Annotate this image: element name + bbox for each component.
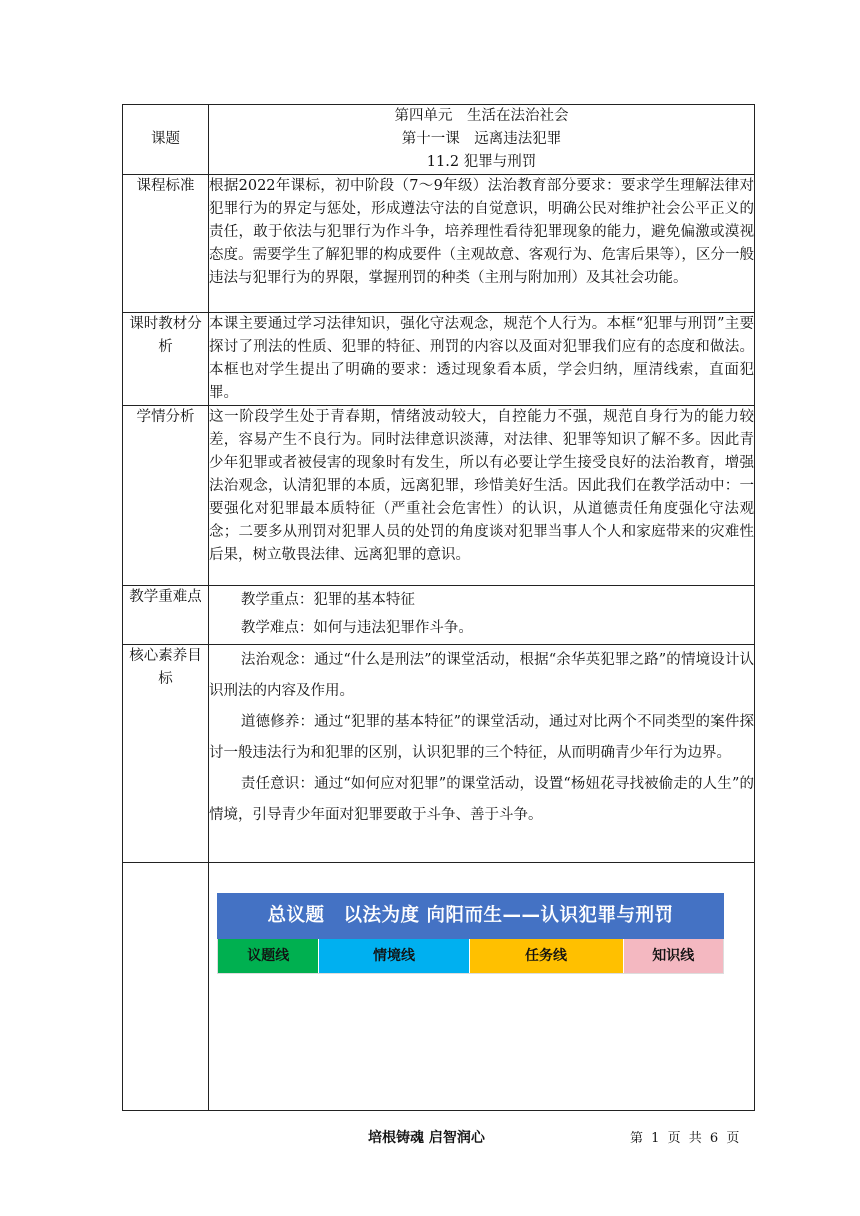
page-current: 1 (651, 1131, 660, 1146)
banner-lines (217, 939, 724, 974)
topic-cell (209, 105, 755, 175)
segment-task-line: 任务线 (470, 939, 624, 973)
core-label: 核心素养目标 (123, 645, 209, 863)
topic-unit: 第四单元 生活在法治社会 (394, 108, 569, 124)
segment-topic-line: 议题线 (218, 939, 319, 973)
page-word: 页 (667, 1131, 681, 1146)
standard-text: 根据2022年课标，初中阶段（7～9年级）法治教育部分要求：要求学生理解法律对犯罪行为的界定与惩处，形成遵法守法的自觉意识，明确公民对维护社会公平正义的责任，敢于依法与犯罪行为作斗争，培养理性看待犯罪现象的能力，避免偏激或漠视态度。需要学生了解犯罪的构成要件（主观故意、客观行为、危害后果等），区分一般违法与犯罪行为的界限，掌握刑罚的种类（主刑与附加刑）及其社会功能。 (209, 175, 755, 313)
row-material (123, 313, 755, 406)
page-total: 6 (709, 1131, 719, 1146)
core-law: 法治观念：通过“什么是刑法”的课堂活动，根据“余华英犯罪之路”的情境设计认识刑法的内容及作用。 (209, 652, 754, 699)
key-label: 教学重难点 (123, 586, 209, 645)
material-text: 本课主要通过学习法律知识，强化守法观念，规范个人行为。本框“犯罪与刑罚”主要探讨了刑法的性质、犯罪的特征、刑罚的内容以及面对犯罪我们应有的态度和做法。本框也对学生提出了明确的要求：透过现象看本质，学会归纳，厘清线索，直面犯罪。 (209, 313, 755, 406)
lesson-plan-table (122, 104, 755, 1111)
learner-label: 学情分析 (123, 406, 209, 586)
design-label-empty (123, 863, 209, 1111)
core-moral: 道德修养：通过“犯罪的基本特征”的课堂活动，通过对比两个不同类型的案件探讨一般违法行为和犯罪的区别，认识犯罪的三个特征，从而明确青少年行为边界。 (209, 714, 754, 761)
core-cell (209, 645, 755, 863)
key-cell (209, 586, 755, 645)
topic-lesson: 第十一课 远离违法犯罪 (401, 131, 562, 147)
core-responsibility: 责任意识：通过“如何应对犯罪”的课堂活动，设置“杨妞花寻找被偷走的人生”的情境，引导青少年面对犯罪要敢于斗争、善于斗争。 (209, 776, 754, 823)
segment-context-line: 情境线 (319, 939, 469, 973)
topic-label: 课题 (123, 105, 209, 175)
row-design (123, 863, 755, 1111)
material-label: 课时教材分析 (123, 313, 209, 406)
key-difficulty: 教学难点：如何与违法犯罪作斗争。 (240, 620, 473, 636)
topic-banner (217, 893, 724, 974)
design-cell (209, 863, 755, 1111)
segment-knowledge-line: 知识线 (624, 939, 723, 973)
key-focus: 教学重点：犯罪的基本特征 (240, 592, 415, 608)
topic-section: 11.2 犯罪与刑罚 (426, 154, 537, 170)
page-prefix: 第 (630, 1131, 644, 1146)
page-total-prefix: 共 (688, 1131, 702, 1146)
page-suffix: 页 (726, 1131, 740, 1146)
row-topic (123, 105, 755, 175)
banner-title: 总议题 以法为度 向阳而生——认识犯罪与刑罚 (217, 893, 724, 939)
footer-motto: 培根铸魂 启智润心 (368, 1130, 485, 1146)
learner-text: 这一阶段学生处于青春期，情绪波动较大，自控能力不强，规范自身行为的能力较差，容易产生不良行为。同时法律意识淡薄，对法律、犯罪等知识了解不多。因此青少年犯罪或者被侵害的现象时有发生，所以有必要让学生接受良好的法治教育，增强法治观念，认清犯罪的本质，远离犯罪，珍惜美好生活。因此我们在教学活动中：一要强化对犯罪最本质特征（严重社会危害性）的认识，从道德责任角度强化守法观念；二要多从刑罚对犯罪人员的处罚的角度谈对犯罪当事人个人和家庭带来的灾难性后果，树立敬畏法律、远离犯罪的意识。 (209, 406, 755, 586)
page-number (630, 1127, 743, 1146)
row-key (123, 586, 755, 645)
row-core (123, 645, 755, 863)
standard-label: 课程标准 (123, 175, 209, 313)
row-learner (123, 406, 755, 586)
row-standard (123, 175, 755, 313)
